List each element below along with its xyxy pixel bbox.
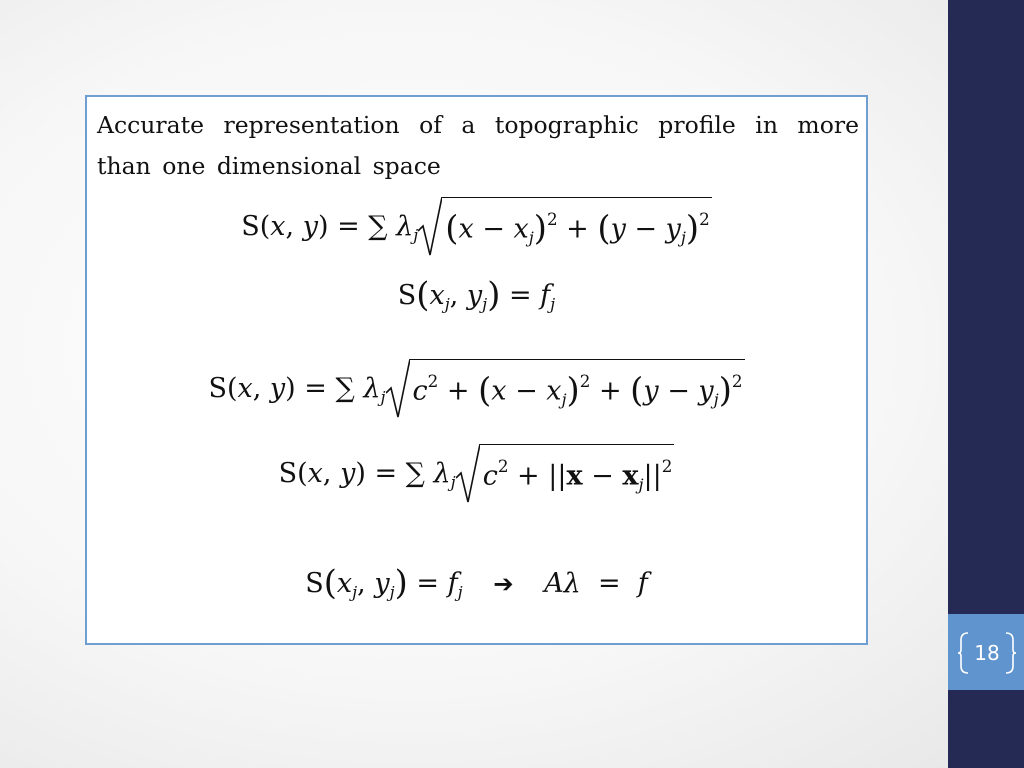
equation-linear-system: $S(x_j$, $y_j) = f_j$ ➔ Aλ = f	[305, 563, 648, 602]
page-number: 18	[974, 641, 1000, 665]
equation-rbf-distance: S(x, y) = ∑ $\lambda_j$ $(x - x_j)^2 + (y - y_j)^2$	[87, 197, 866, 257]
equation-rbf-norm: S(x, y) = ∑ $\lambda_j$ $c^2 + ||x - x_j||^2$	[87, 444, 866, 504]
intro-text: Accurate representation of a topographic profile in more than one dimensional space	[97, 111, 859, 180]
radical: $(x - x_j)^2 + (y - y_j)^2$	[418, 197, 711, 257]
radical: $c^2 + ||x - x_j||^2$	[456, 444, 675, 504]
radical: $c^2 + (x - x_j)^2 + (y - y_j)^2$	[386, 359, 745, 419]
equation-interpolation-condition: $S(x_j$, $y_j) = f_j$	[397, 275, 556, 314]
content-box	[85, 95, 868, 645]
right-arrow-icon: ➔	[493, 568, 514, 598]
equation-rbf-multiquadric: S(x, y) = ∑ $\lambda_j$ $c^2 + (x - x_j)^2 + (y - y_j)^2$	[87, 359, 866, 419]
